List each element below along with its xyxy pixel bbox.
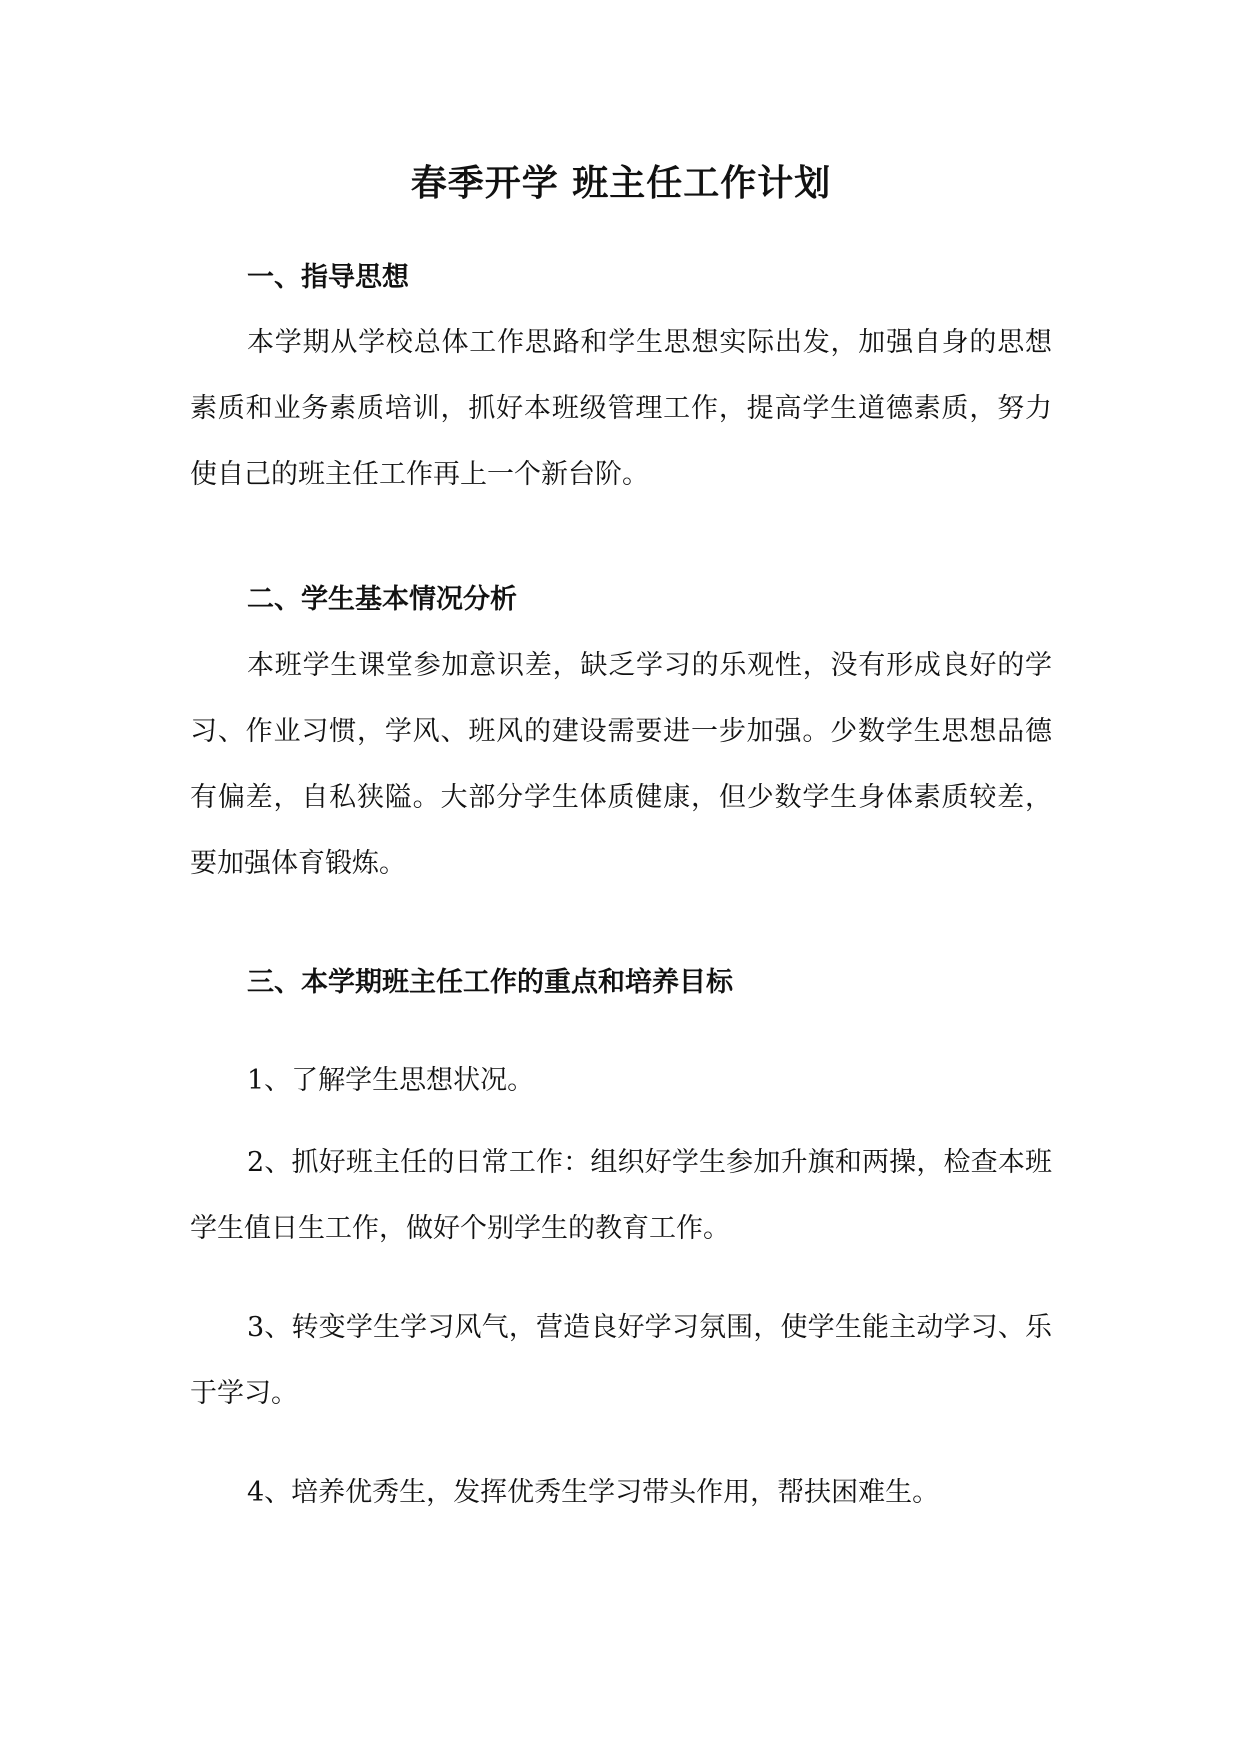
section-heading-student-analysis: 二、学生基本情况分析 <box>247 584 517 615</box>
goal-item-4: 4、培养优秀生，发挥优秀生学习带头作用，帮扶困难生。 <box>247 1477 940 1508</box>
goal-item-1: 1、了解学生思想状况。 <box>247 1065 535 1096</box>
section-heading-guiding-thought: 一、指导思想 <box>247 262 409 293</box>
paragraph-guiding-thought: 本学期从学校总体工作思路和学生思想实际出发，加强自身的思想素质和业务素质培训，抓好本班级管理工作，提高学生道德素质，努力使自己的班主任工作再上一个新台阶。 <box>190 327 1052 490</box>
section-heading-work-goals: 三、本学期班主任工作的重点和培养目标 <box>247 967 733 998</box>
goal-item-2: 2、抓好班主任的日常工作：组织好学生参加升旗和两操，检查本班学生值日生工作，做好个别学生的教育工作。 <box>190 1147 1052 1244</box>
goal-item-3: 3、转变学生学习风气，营造良好学习氛围，使学生能主动学习、乐于学习。 <box>190 1312 1052 1409</box>
paragraph-student-analysis: 本班学生课堂参加意识差，缺乏学习的乐观性，没有形成良好的学习、作业习惯，学风、班风的建设需要进一步加强。少数学生思想品德有偏差，自私狭隘。大部分学生体质健康，但少数学生身体素质较差，要加强体育锻炼。 <box>190 650 1052 879</box>
document-title: 春季开学 班主任工作计划 <box>410 163 832 204</box>
